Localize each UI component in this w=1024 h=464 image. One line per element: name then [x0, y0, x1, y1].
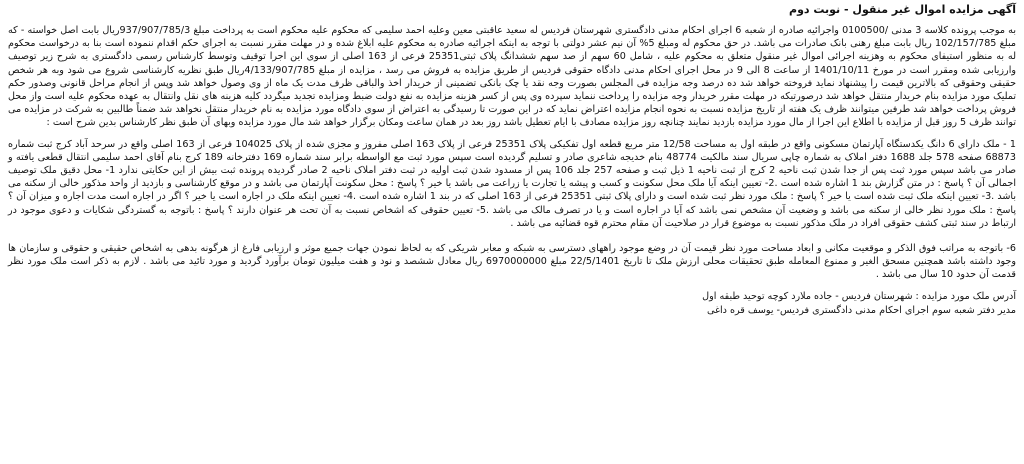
- intro-paragraph: به موجب پرونده کلاسه 3 مدنی /0100500 واجرائیه صادره از شعبه 6 اجرای احکام مدنی دادگستری شهرستان فردیس له سعید عاقبتی معین وعلیه احمد سلیمی که محکوم علیه محکوم است به پرداخت مبلغ 937/907/785/3ریال بابت اصل خواسته - که مبلغ 102/157/785 ریال بابت مبلغ رهنی بانک صادرات می باشد. در حق محکوم له ومبلغ 5% آن نیم عشر دولتی با توجه به اینکه اجرائیه صادره به محکوم علیه ابلاغ شده و در مهلت مقرر نسبت به اجرای حکم اقدام ننموده است بنا به درخواست محکوم له به منظور استیفای محکوم به وهزینه اجرائی اموال غیر منقول متعلق به محکوم علیه ، شامل 60 سهم از صد سهم ششدانگ پلاک ثبتی25351 فرعی از 163 اصلی از سوی این اجرا توقیف وتوسط کارشناس رسمی دادگستری به شرح زیر توصیف وارزیابی شده ومقرر است در مورخ 1401/10/11 از ساعت 8 الی 9 در محل اجرای احکام مدنی دادگاه حقوقی فردیس از طریق مزایده به فروش می رسد ، مزایده از مبلغ 4/133/907/785ریال طبق نظریه کارشناسی شروع می شود وبه هر شخص حقیقی وحقوقی که بالاترین قیمت را پیشنهاد نماید فروخته خواهد شد ده درصد وجه مزایده فی المجلس بصورت وجه نقد یا چک بانکی تضمینی از خریدار اخذ والباقی ظرف مدت یک ماه از وی وصول خواهد شد وپس از انجام مراحل قانونی وصدور حکم تملیک مورد مزایده بنام خریدار منتقل خواهد شد درصورتیکه در مهلت مقرر خریدار وجه مزایده را پرداخت ننماید سپرده وی پس از کسر هزینه مزایده به نفع دولت ضبط ومزایده تجدید میگردد کلیه هزینه های نقل وانتقال به عهده محکوم علیه است واز محل فروش پرداخت خواهد شد طرفین میتوانند ظرف یک هفته از تاریخ مزایده نسبت به نحوه انجام مزایده اعتراض نماید که در این صورت تا رسیدگی به اعتراض از سوی دادگاه مورد مزایده به نام خریدار منتقل نخواهد شد ضمناً طالبین به شرکت در مزایده می توانند ظرف 5 روز قبل از مزایده با اطلاع این اجرا از مال مورد مزایده بازدید نمایند چنانچه روز مزایده مصادف با ایام تعطیل باشد روز بعد در همان ساعت ومکان برگزار خواهد شد مال مورد مزایده وبهای آن طبق نظر کارشناس بدین شرح است :: [8, 25, 1017, 129]
- signature-line: مدیر دفتر شعبه سوم اجرای احکام مدنی دادگستری فردیس- یوسف قره داغی: [706, 304, 1016, 316]
- spacer: [8, 230, 1016, 242]
- spacer: [8, 282, 1016, 290]
- valuation-paragraph: 6- باتوجه به مراتب فوق الذکر و موقعیت مکانی و ابعاد مساحت مورد نظر قیمت آن در وضع موجود راههای دسترسی به شبکه و معابر شریکی که به لحاظ نمودن جهات جمیع موثر و ارزیابی فارغ از هرگونه بدهی به اشخاص حقیقی و حقوقی و سازمان ها وجود داشته باشد همچنین مسحق الغیر و ممنوع المعامله طبق تحقیقات محلی ارزش ملک تا تاریخ 22/5/1401 مبلغ 6970000000 ریال معادل ششصد و نود و هفت میلیون تومان برآورد گردید و مورد تائید می باشد . لازم به ذکر است ملک مورد نظر قدمت آن حدود 10 سال می باشد .: [8, 243, 1016, 281]
- notice-title: آگهی مزایده اموال غیر منقول - نوبت دوم: [789, 3, 1016, 16]
- spacer: [8, 130, 1016, 138]
- property-description-paragraph: 1 - ملک دارای 6 دانگ یکدستگاه آپارتمان مسکونی واقع در طبقه اول به مساحت 12/58 متر مربع قطعه اول تفکیکی پلاک 25351 فرعی از پلاک 163 اصلی مفروز و مجزی شده از پلاک 104025 فرعی از 163 اصلی واقع در سرحد آباد کرج ثبت شماره 68873 صفحه 578 جلد 1688 دفتر املاک به شماره چاپی سریال سند مالکیت 48774 بنام خدیجه شاعری صادر و تسلیم گردیده است سپس مورد ثبت مع الواسطه برابر سند شماره 169 دفترخانه 189 کرج بنام آقای احمد سلیمی انتقال قطعی یافته و صادر می باشد سپس مورد ثبت پس از جدا شدن ثبت ناحیه 2 کرج از ثبت ناحیه 1 ذیل ثبت و صفحه 257 جلد 106 پس از مسدود شدن ثبت اولیه در ثبت دفتر املاک ناحیه 2 صادر گردیده پرونده ثبت بیش از این حکایتی ندارد 1- محل دقیق ملک توصیف اجمالی آن ؟ پاسخ : در متن گزارش بند 1 اشاره شده است .2- تعیین اینکه آیا ملک محل سکونت و کسب و پیشه یا تجارت یا زراعت می باشد یا خیر ؟ پاسخ : محل سکونت آپارتمان می باشد و در موقع کارشناسی و بازدید از واحد مذکور خالی از سکنه می باشد .3- تعیین اینکه ملک ثبت شده است یا خیر ؟ پاسخ : ملک مورد نظر ثبت شده است و دارای پلاک ثبتی 25351 فرعی از 163 اصلی که در بند 1 اشاره شده است .4- تعیین اینکه ملک در اجاره است یا خیر ؟ اگر در اجاره است مدت اجاره و میزان آن ؟ پاسخ : ملک مورد نظر خالی از سکنه می باشد و وضعیت آن مشخص نمی باشد که آیا در اجاره است و یا در تصرف مالک می باشد .5- تعیین حقوقی که اشخاص نسبت به آن تحت هر عنوان دارند ؟ پاسخ : باتوجه به گستردگی شکایات و دعوی موجود در ارتباط در سند ثبتی کشف حقوقی افراد در ملک مذکور نسبت به موضوع قرار در صلاحیت آن مقام محترم قوه قضائیه می باشد .: [8, 138, 1017, 229]
- property-address: آدرس ملک مورد مزایده : شهرستان فردیس - جاده ملارد کوچه توحید طبقه اول: [702, 290, 1016, 302]
